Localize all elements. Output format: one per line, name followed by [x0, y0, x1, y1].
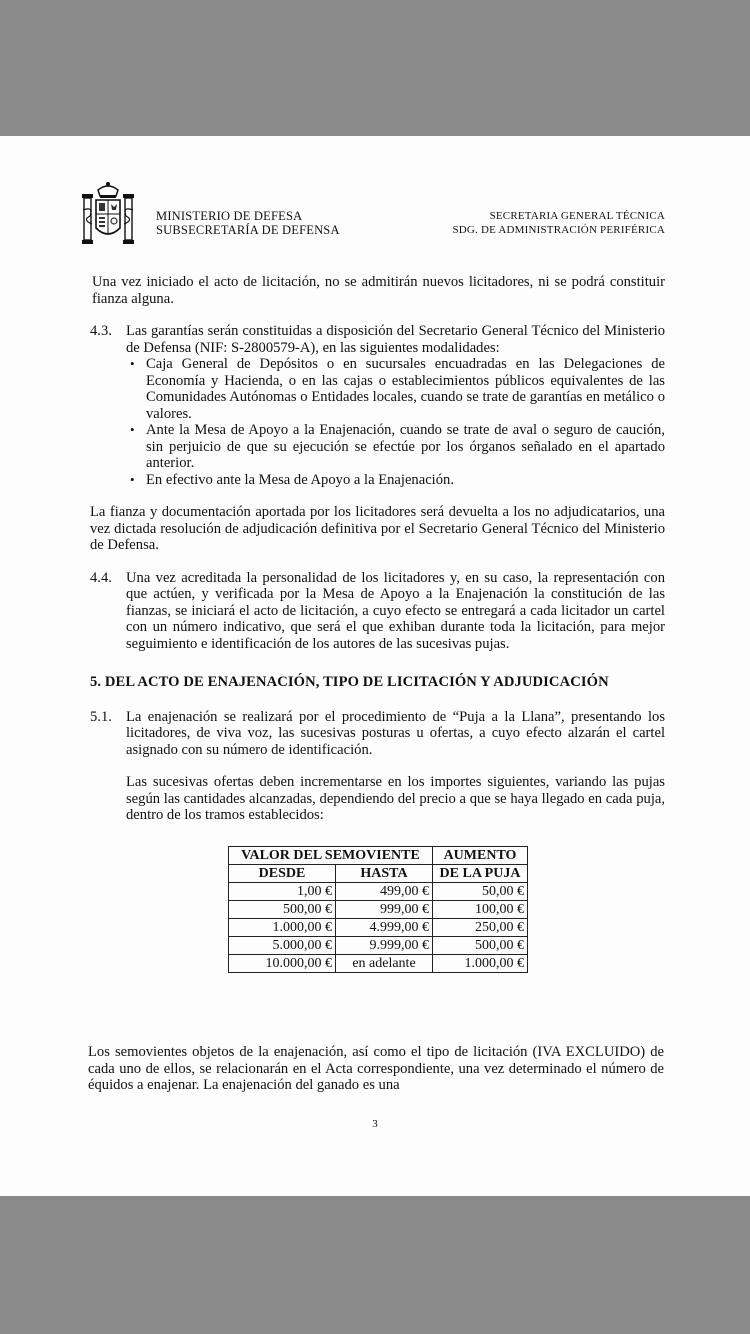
cell-hasta: 999,00 €: [336, 900, 433, 918]
table-row: [229, 936, 528, 954]
bid-increment-table: [228, 846, 528, 973]
page-number: 3: [372, 1118, 378, 1130]
fianza-paragraph: La fianza y documentación aportada por los licitadores será devuelta a los no adjudicatarios, una vez dictada resolución de adjudicación definitiva por el Secretario General Técnico del Ministerio de Defensa.: [90, 504, 665, 553]
clause-text-2: Las sucesivas ofertas deben incrementarse en los importes siguientes, variando las pujas según las cantidades alcanzadas, dependiendo del precio a que se haya llegado en cada puja, dentro de los tramos establecidos:: [126, 774, 665, 823]
table-header-desde: DESDE: [229, 864, 336, 882]
ministry-line-2: SUBSECRETARÍA DE DEFENSA: [156, 223, 340, 237]
coat-of-arms-icon: [80, 180, 136, 250]
clause-number: 4.3.: [90, 323, 112, 339]
list-item: • En efectivo ante la Mesa de Apoyo a la Enajenación.: [146, 472, 665, 489]
cell-hasta: 9.999,00 €: [336, 936, 433, 954]
document-body: [90, 274, 665, 973]
cell-hasta: 4.999,00 €: [336, 918, 433, 936]
list-item: • Caja General de Depósitos o en sucursales encuadradas en las Delegaciones de Economía y Hacienda, o en las cajas o establecimientos públicos equivalentes de las Comunidades Autónomas o Entidades locales, cuando se trate de garantías en metálico o valores.: [146, 356, 665, 422]
table-header-group: VALOR DEL SEMOVIENTE: [229, 846, 433, 864]
table-row: [229, 900, 528, 918]
document-page: [0, 136, 750, 1196]
department-name: [452, 209, 665, 237]
ministry-line-1: MINISTERIO DE DEFESA: [156, 209, 303, 223]
clause-text: Una vez acreditada la personalidad de los licitadores y, en su caso, la representación con que actúen, y verificada por la Mesa de Apoyo a la Enajenación la constitución de las fianzas, se iniciará el acto de licitación, a cuyo efecto se entregará a cada licitador un cartel con un número indicativo, que será el que exhiban durante toda la licitación, para mejor seguimiento e identificación de los autores de las sucesivas pujas.: [126, 569, 665, 652]
cell-desde: 1,00 €: [229, 882, 336, 900]
guarantee-modalities-list: [126, 356, 665, 488]
clause-5-1: [90, 709, 665, 824]
table-header-aumento: AUMENTO: [433, 846, 528, 864]
letterhead: [80, 180, 670, 250]
table-header-puja: DE LA PUJA: [433, 864, 528, 882]
department-line-2: SDG. DE ADMINISTRACIÓN PERIFÉRICA: [452, 224, 665, 236]
list-item: • Ante la Mesa de Apoyo a la Enajenación, cuando se trate de aval o seguro de caución, sin perjuicio de que su ejecución se efectúe por los órganos señalado en el apartado anterior.: [146, 422, 665, 472]
clause-text: La enajenación se realizará por el procedimiento de “Puja a la Llana”, presentando los licitadores, de viva voz, las sucesivas posturas u ofertas, a cuyo efecto alzarán el cartel asignado con su número de identificación.: [126, 708, 665, 758]
clause-4-3: [90, 323, 665, 488]
cell-aumento: 500,00 €: [433, 936, 528, 954]
cell-hasta: en adelante: [336, 954, 433, 972]
clause-number: 4.4.: [90, 569, 112, 586]
cell-aumento: 100,00 €: [433, 900, 528, 918]
cell-desde: 10.000,00 €: [229, 954, 336, 972]
cell-aumento: 1.000,00 €: [433, 954, 528, 972]
clause-text: Las garantías serán constituidas a disposición del Secretario General Técnico del Ministerio de Defensa (NIF: S-2800579-A), en las siguientes modalidades:: [126, 323, 665, 356]
table-header-hasta: HASTA: [336, 864, 433, 882]
table-row: [229, 918, 528, 936]
section-5-heading: 5. DEL ACTO DE ENAJENACIÓN, TIPO DE LICITACIÓN Y ADJUDICACIÓN: [90, 674, 609, 690]
closing-paragraph: Los semovientes objetos de la enajenación, así como el tipo de licitación (IVA EXCLUIDO) de cada uno de ellos, se relacionarán en el Acta correspondiente, una vez determinado el número de équidos a enajenar. La enajenación del ganado es una: [88, 1044, 664, 1093]
ministry-name: [156, 209, 340, 237]
cell-aumento: 250,00 €: [433, 918, 528, 936]
cell-desde: 500,00 €: [229, 900, 336, 918]
table-row: [229, 882, 528, 900]
table-row: [229, 954, 528, 972]
department-line-1: SECRETARIA GENERAL TÉCNICA: [489, 210, 665, 222]
cell-hasta: 499,00 €: [336, 882, 433, 900]
cell-aumento: 50,00 €: [433, 882, 528, 900]
cell-desde: 1.000,00 €: [229, 918, 336, 936]
clause-number: 5.1.: [90, 708, 112, 725]
clause-4-4: [90, 570, 665, 653]
intro-paragraph: Una vez iniciado el acto de licitación, no se admitirán nuevos licitadores, ni se podrá constituir fianza alguna.: [92, 274, 665, 307]
cell-desde: 5.000,00 €: [229, 936, 336, 954]
